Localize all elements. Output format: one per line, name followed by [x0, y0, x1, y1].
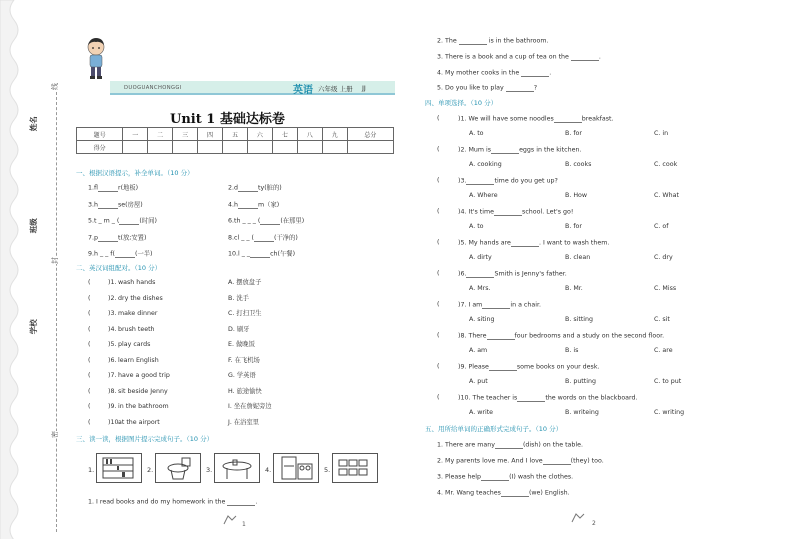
section5-item [437, 458, 604, 465]
q3-end: . [598, 53, 601, 61]
seal-char-secret: 密 [51, 431, 59, 438]
english-phrase: at the airport [118, 418, 160, 426]
section1-item [88, 202, 143, 209]
option-b[interactable]: B. for [565, 130, 582, 137]
english-phrase: play cards [118, 341, 151, 348]
english-phrase: sit beside Jenny [118, 387, 168, 395]
chinese-phrase: D. 刷牙 [228, 325, 250, 333]
option-b[interactable]: B. for [565, 223, 582, 230]
section4-heading: 四、单项选择。（10 分） [425, 99, 498, 107]
option-b[interactable]: B. is [565, 347, 579, 354]
picture-number: 1. [88, 466, 95, 474]
stem-end: the words on the blackboard. [545, 394, 638, 402]
answer-blank[interactable] [491, 147, 519, 154]
score-input-cell[interactable] [223, 141, 248, 154]
stem-text: )8. There [458, 332, 487, 340]
stem-text: )4. It's time [458, 208, 495, 216]
answer-blank[interactable] [115, 251, 135, 258]
section1-item [228, 218, 304, 225]
chinese-phrase: C. 打扫卫生 [228, 310, 262, 317]
answer-blank[interactable] [98, 185, 118, 192]
score-cell: 二 [148, 128, 173, 141]
item-number: )8. [108, 387, 117, 395]
score-table [76, 127, 394, 154]
section1-item [88, 218, 157, 225]
binding-edge-decoration [0, 0, 46, 539]
cards-icon [332, 453, 378, 483]
chinese-phrase: A. 摆放盘子 [228, 279, 262, 286]
option-a[interactable]: A. put [469, 378, 488, 385]
english-phrase: in the bathroom [118, 403, 169, 410]
question-stem [458, 271, 567, 278]
item-number: 5. [88, 217, 95, 225]
answer-blank[interactable] [571, 54, 599, 61]
item-number: 9. [88, 250, 95, 258]
answer-blank[interactable] [489, 364, 517, 371]
stem-end: breakfast. [581, 115, 614, 123]
option-b[interactable]: B. writeing [565, 409, 599, 416]
option-c[interactable]: C. What [654, 192, 679, 199]
answer-bracket-open[interactable]: ( [88, 418, 91, 426]
score-cell: 得分 [77, 141, 123, 154]
sentence-start: 3. Please help [437, 473, 482, 481]
answer-blank[interactable] [521, 69, 552, 77]
answer-blank[interactable] [250, 251, 270, 258]
answer-blank[interactable] [554, 116, 582, 123]
score-table-header-row [77, 128, 394, 141]
item-number: )9. [108, 403, 117, 410]
question-stem [458, 333, 664, 340]
answer-bracket-open[interactable]: ( [437, 146, 440, 153]
option-c[interactable]: C. are [654, 347, 673, 354]
answer-blank[interactable] [543, 458, 571, 465]
picture-number: 2. [147, 466, 154, 474]
q4-end: . [549, 69, 552, 77]
table-icon [214, 453, 260, 483]
stem-text: )6. [458, 270, 467, 278]
score-input-cell[interactable] [123, 141, 148, 154]
stem-end: four bedrooms and a study on the second floor. [514, 332, 665, 340]
q1-text: 1. I read books and do my homework in the [88, 498, 226, 506]
question-stem [458, 116, 613, 123]
score-cell: 八 [297, 128, 322, 141]
answer-bracket-open[interactable]: ( [437, 270, 440, 277]
q2-end: is in the bathroom. [488, 37, 549, 45]
item-number: )5. [108, 341, 117, 348]
stem-end: . I want to wash them. [538, 239, 610, 247]
page-number-left: 1 [242, 521, 246, 528]
answer-blank[interactable] [466, 271, 494, 278]
item-number: 10. [228, 250, 239, 258]
item-number: 6. [228, 217, 235, 225]
answer-blank[interactable] [98, 202, 118, 209]
option-a[interactable]: A. write [469, 409, 494, 416]
word-hint: (时间) [139, 217, 157, 225]
section1-item [228, 235, 298, 242]
item-number: 1. [88, 184, 95, 192]
item-number: 2. [228, 184, 235, 192]
chinese-phrase: B. 洗手 [228, 294, 249, 302]
answer-blank[interactable] [481, 474, 509, 481]
edition-info: JJ [362, 84, 366, 92]
picture-number: 5. [324, 466, 331, 474]
stem-text: )10. The teacher is [458, 394, 518, 402]
answer-blank[interactable] [511, 240, 539, 247]
section3-q4 [437, 70, 551, 77]
option-b[interactable]: B. Mr. [565, 285, 583, 292]
option-c[interactable]: C. in [654, 130, 669, 137]
answer-blank[interactable] [254, 235, 274, 242]
option-a[interactable]: A. dirty [469, 254, 492, 261]
option-c[interactable]: C. sit [654, 316, 670, 323]
answer-bracket-open[interactable]: ( [88, 341, 91, 348]
answer-bracket-open[interactable]: ( [437, 332, 440, 339]
stem-text: )7. I am [458, 301, 483, 309]
subject-banner [110, 78, 395, 96]
answer-blank[interactable] [119, 218, 139, 225]
score-cell: 题号 [77, 128, 123, 141]
answer-blank[interactable] [238, 185, 258, 192]
answer-blank[interactable] [506, 85, 534, 92]
stem-text: )5. My hands are [458, 239, 511, 247]
section1-item [228, 202, 279, 209]
word-hint: ty(脏的) [258, 184, 282, 192]
section3-q2 [437, 38, 548, 45]
score-input-cell[interactable] [198, 141, 223, 154]
question-stem [458, 209, 573, 216]
english-phrase: learn English [118, 356, 159, 364]
item-number: 4. [228, 201, 235, 209]
word-prefix: th _ _ _ ( [234, 217, 261, 225]
item-number: 7. [88, 234, 95, 242]
section1-item [228, 185, 282, 192]
answer-bracket-open[interactable]: ( [88, 279, 91, 286]
word-prefix: h [94, 201, 99, 209]
page-corner-icon [570, 512, 586, 524]
word-prefix: p [94, 234, 99, 242]
option-a[interactable]: A. Where [469, 192, 498, 199]
option-c[interactable]: C. to put [654, 378, 682, 385]
answer-blank[interactable] [482, 302, 510, 309]
question-stem [458, 147, 581, 154]
stem-end: some books on your desk. [516, 363, 600, 371]
answer-blank[interactable] [238, 202, 258, 209]
chinese-phrase: H. 旅途愉快 [228, 387, 262, 395]
score-input-cell[interactable] [148, 141, 173, 154]
option-c[interactable]: C. writing [654, 409, 685, 416]
score-cell: 一 [123, 128, 148, 141]
sentence-start: 2. My parents love me. And I love [437, 457, 543, 465]
english-phrase: make dinner [118, 310, 158, 317]
stem-end: in a chair. [510, 301, 542, 309]
q3-text: 3. There is a book and a cup of tea on the [437, 53, 569, 61]
score-input-cell[interactable] [247, 141, 272, 154]
score-input-cell[interactable] [173, 141, 198, 154]
score-input-cell[interactable] [272, 141, 297, 154]
word-prefix: fl [94, 184, 98, 192]
section3-q3 [437, 54, 601, 61]
seal-char-line: 线 [51, 83, 59, 90]
sentence-end: (dish) on the table. [522, 441, 584, 449]
stem-text: )1. We will have some noodles [458, 115, 554, 123]
seal-char-seal: 封 [51, 257, 59, 264]
answer-bracket-open[interactable]: ( [437, 239, 440, 246]
stem-end: eggs in the kitchen. [519, 146, 582, 154]
item-number: 3. [88, 201, 95, 209]
item-number: )1. [108, 279, 117, 286]
section2-heading: 二、英汉词组配对。（10 分） [76, 264, 162, 272]
answer-bracket-open[interactable]: ( [437, 115, 440, 122]
school-label: 学校 [28, 319, 38, 335]
answer-bracket-open[interactable]: ( [437, 208, 440, 215]
score-cell: 总分 [347, 128, 393, 141]
section3-heading: 三、读一读，根据图片提示完成句子。（10 分） [76, 435, 214, 443]
class-label: 班级 [28, 218, 38, 234]
answer-blank[interactable] [98, 235, 118, 242]
chinese-phrase: G. 学英语 [228, 372, 256, 379]
page-corner-icon [222, 514, 238, 526]
option-c[interactable]: C. Miss [654, 285, 677, 292]
answer-blank[interactable] [487, 333, 515, 340]
section5-item [437, 490, 570, 497]
picture-number: 4. [265, 466, 272, 474]
item-number: )2. [108, 294, 117, 302]
question-stem [458, 240, 609, 247]
item-number: )6. [108, 356, 117, 364]
q2-text: 2. The [437, 37, 457, 45]
answer-bracket-open[interactable]: ( [88, 310, 91, 317]
binding-strip [0, 0, 46, 539]
option-a[interactable]: A. to [469, 130, 484, 137]
answer-bracket-open[interactable]: ( [88, 356, 91, 364]
subject-name: 英语 [293, 85, 313, 96]
word-hint: ch(午餐) [270, 250, 296, 258]
section3-q5 [437, 85, 537, 92]
q1-end: . [255, 498, 258, 506]
grade-info: 六年级 上册 [318, 85, 353, 93]
answer-bracket-open[interactable]: ( [437, 177, 440, 184]
sentence-end: (they) too. [570, 457, 604, 465]
word-hint: (在那里) [280, 217, 305, 225]
answer-bracket-open[interactable]: ( [437, 363, 440, 370]
score-cell: 九 [322, 128, 347, 141]
q5-end: ? [533, 84, 538, 92]
boy-illustration [82, 36, 110, 82]
option-a[interactable]: A. siting [469, 316, 495, 323]
score-input-cell[interactable] [297, 141, 322, 154]
section3-q1 [88, 499, 257, 506]
banner-pinyin: DUOGUANCHONGGI [124, 85, 182, 91]
sentence-end: (we) English. [528, 489, 570, 497]
english-phrase: brush teeth [118, 325, 155, 333]
section5-item [437, 474, 573, 481]
answer-bracket-open[interactable]: ( [437, 394, 440, 401]
page-title: Unit 1 基础达标卷 [170, 112, 285, 127]
answer-bracket-open[interactable]: ( [88, 387, 91, 395]
kitchen-icon [273, 453, 319, 483]
score-cell: 四 [198, 128, 223, 141]
question-stem [458, 178, 558, 185]
option-b[interactable]: B. clean [565, 254, 591, 261]
answer-blank[interactable] [459, 38, 487, 45]
option-b[interactable]: B. cooks [565, 161, 592, 168]
option-c[interactable]: C. dry [654, 254, 673, 261]
section1-item [88, 235, 146, 242]
section1-item [88, 251, 153, 258]
option-a[interactable]: A. cooking [469, 161, 502, 168]
q5-text: 5. Do you like to play [437, 84, 504, 92]
option-b[interactable]: B. sitting [565, 316, 594, 323]
word-prefix: cl _ _ ( [234, 234, 254, 242]
answer-blank[interactable] [517, 395, 545, 402]
word-hint: se(房屋) [118, 201, 143, 209]
question-stem [458, 395, 638, 402]
option-a[interactable]: A. to [469, 223, 484, 230]
word-hint: r(地板) [117, 184, 139, 192]
word-prefix: d [234, 184, 239, 192]
chinese-phrase: I. 坐在詹妮旁边 [228, 403, 272, 410]
chinese-phrase: F. 在飞机场 [228, 356, 260, 364]
sentence-start: 1. There are many [437, 441, 495, 449]
stem-text: )9. Please [458, 363, 489, 371]
score-table-score-row [77, 141, 394, 154]
item-number: 8. [228, 234, 235, 242]
section5-heading: 五、用所给单词的正确形式完成句子。（10 分） [425, 425, 563, 433]
stem-end: Smith is Jenny's father. [494, 270, 567, 278]
stem-text: )2. Mum is [458, 146, 492, 154]
item-number: )3. [108, 310, 117, 317]
name-label: 姓名 [28, 116, 38, 132]
english-phrase: dry the dishes [118, 294, 163, 302]
answer-blank[interactable] [260, 218, 280, 225]
question-stem [458, 302, 541, 309]
item-number: )4. [108, 325, 117, 333]
section1-item [228, 251, 295, 258]
sentence-end: (I) wash the clothes. [509, 473, 574, 481]
picture-number: 3. [206, 466, 213, 474]
item-number: )7. [108, 372, 117, 379]
option-c[interactable]: C. of [654, 223, 669, 230]
answer-blank[interactable] [227, 498, 258, 506]
word-hint: t(放;安置) [118, 234, 147, 242]
answer-blank[interactable] [501, 490, 529, 497]
english-phrase: wash hands [118, 279, 156, 286]
stem-text: )3. [458, 177, 467, 185]
score-input-cell[interactable] [347, 141, 393, 154]
score-cell: 三 [173, 128, 198, 141]
word-hint: (一半) [134, 250, 153, 258]
score-cell: 七 [272, 128, 297, 141]
english-phrase: have a good trip [118, 372, 170, 379]
page-number-right: 2 [592, 520, 596, 527]
item-number: )10. [108, 418, 121, 426]
toilet-icon [155, 453, 201, 483]
section1-item [88, 185, 138, 192]
answer-blank[interactable] [495, 442, 523, 449]
word-prefix: t _ m _ ( [94, 217, 120, 225]
seal-line [56, 92, 57, 532]
chinese-phrase: J. 在浴室里 [228, 418, 260, 426]
word-hint: (干净的) [274, 234, 298, 242]
word-prefix: l _ _ [238, 250, 251, 258]
score-cell: 五 [223, 128, 248, 141]
answer-bracket-open[interactable]: ( [88, 372, 91, 379]
section1-heading: 一、根据汉语提示，补全单词。（10 分） [76, 169, 194, 177]
score-input-cell[interactable] [322, 141, 347, 154]
answer-bracket-open[interactable]: ( [88, 294, 91, 302]
answer-bracket-open[interactable]: ( [88, 403, 91, 410]
option-a[interactable]: A. Mrs. [469, 285, 491, 292]
stem-end: school. Let's go! [522, 208, 574, 216]
option-b[interactable]: B. How [565, 192, 588, 199]
answer-blank[interactable] [466, 178, 494, 185]
option-b[interactable]: B. putting [565, 378, 596, 385]
answer-bracket-open[interactable]: ( [88, 325, 91, 333]
bookshelf-icon [96, 453, 142, 483]
word-hint: m（家) [258, 201, 280, 209]
sentence-start: 4. Mr. Wang teaches [437, 489, 501, 497]
word-prefix: h _ _ f( [94, 250, 115, 258]
word-prefix: h [234, 201, 239, 209]
stem-end: time do you get up? [494, 177, 558, 185]
option-c[interactable]: C. cook [654, 161, 678, 168]
option-a[interactable]: A. am [469, 347, 488, 354]
section5-item [437, 442, 583, 449]
answer-bracket-open[interactable]: ( [437, 301, 440, 308]
q4-text: 4. My mother cooks in the [437, 69, 520, 77]
question-stem [458, 364, 600, 371]
chinese-phrase: E. 做晚饭 [228, 341, 255, 348]
answer-blank[interactable] [494, 209, 522, 216]
score-cell: 六 [247, 128, 272, 141]
